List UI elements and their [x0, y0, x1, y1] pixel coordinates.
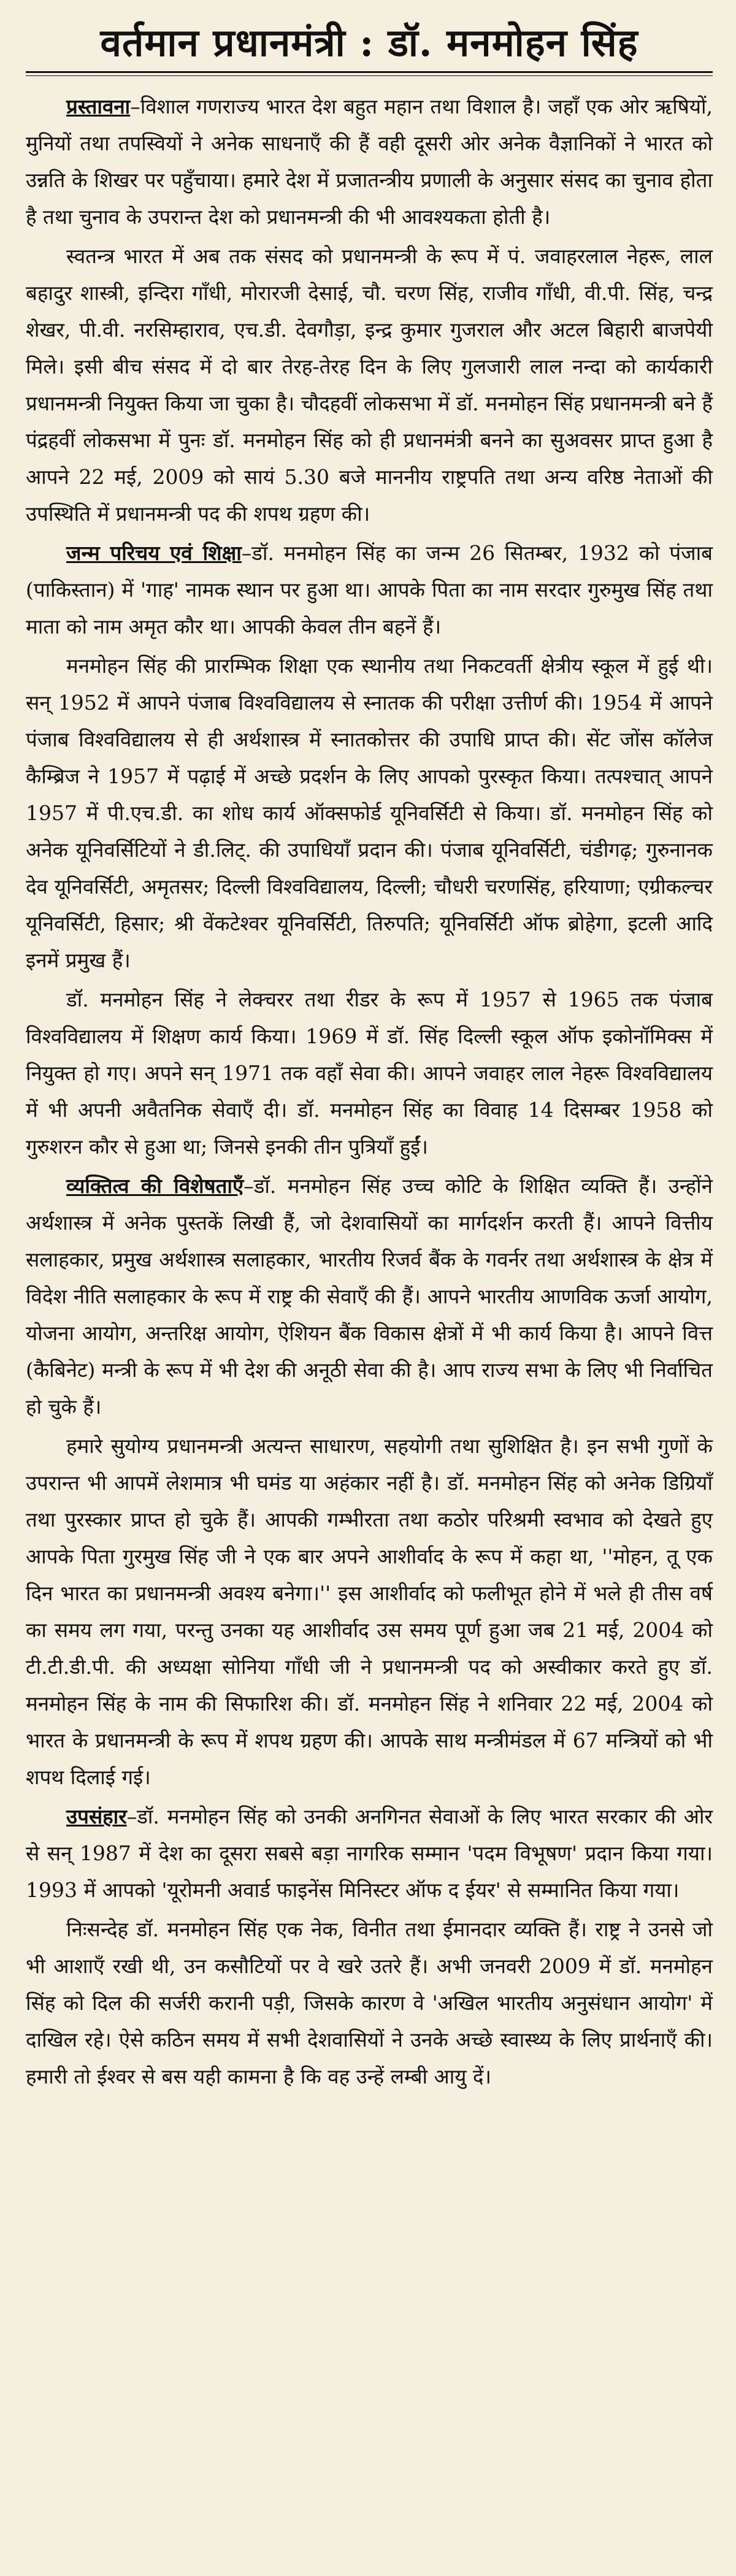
- paragraph-text: –डॉ. मनमोहन सिंह का जन्म 26 सितम्बर, 1932 को पंजाब (पाकिस्तान) में 'गाह' नामक स्थान पर हुआ था। आपके पिता का नाम सरदार गुरुमुख सिंह तथा माता को नाम अमृत कौर था। आपकी केवल तीन बहनें हैं।: [26, 541, 713, 638]
- paragraph-text: –विशाल गणराज्य भारत देश बहुत महान तथा विशाल है। जहाँ एक ओर ऋषियों, मुनियों तथा तपस्वियों ने अनेक साधनाएँ की हैं वही दूसरी ओर अनेक वैज्ञानिकों ने भारत को उन्नति के शिखर पर पहुँचाया। हमारे देश में प्रजातन्त्रीय प्रणाली के अनुसार संसद का चुनाव होता है तथा चुनाव के उपरान्त देश को प्रधानमन्त्री की भी आवश्यकता होती है।: [26, 94, 713, 229]
- paragraph-introduction: [26, 88, 713, 236]
- paragraph-prime-ministers: [26, 238, 713, 532]
- paragraph-text: स्वतन्त्र भारत में अब तक संसद को प्रधानमन्त्री के रूप में पं. जवाहरलाल नेहरू, लाल बहादुर शास्त्री, इन्दिरा गाँधी, मोरारजी देसाई, चौ. चरण सिंह, राजीव गाँधी, वी.पी. सिंह, चन्द्र शेखर, पी.वी. नरसिम्हाराव, एच.डी. देवगौड़ा, इन्द्र कुमार गुजराल और अटल बिहारी बाजपेयी मिले। इसी बीच संसद में दो बार तेरह-तेरह दिन के लिए गुलजारी लाल नन्दा को कार्यकारी प्रधानमन्त्री नियुक्त किया जा चुका है। चौदहवीं लोकसभा में डॉ. मनमोहन सिंह प्रधानमन्त्री बने हैं पंद्रहवीं लोकसभा में पुनः डॉ. मनमोहन सिंह को ही प्रधानमंत्री बनने का सुअवसर प्राप्त हुआ है आपने 22 मई, 2009 को सायं 5.30 बजे माननीय राष्ट्रपति तथा अन्य वरिष्ठ नेताओं की उपस्थिति में प्रधानमन्त्री पद की शपथ ग्रहण की।: [26, 244, 713, 526]
- title-underline: [26, 71, 713, 73]
- paragraph-career: [26, 981, 713, 1165]
- paragraph-qualities: [26, 1428, 713, 1796]
- paragraph-early-education: [26, 648, 713, 979]
- paragraph-personality: [26, 1168, 713, 1425]
- section-heading-conclusion: उपसंहार: [66, 1804, 127, 1828]
- paragraph-text: डॉ. मनमोहन सिंह ने लेक्चरर तथा रीडर के रूप में 1957 से 1965 तक पंजाब विश्वविद्यालय में शिक्षण कार्य किया। 1969 में डॉ. सिंह दिल्ली स्कूल ऑफ इकोनॉमिक्स में नियुक्त हो गए। अपने सन् 1971 तक वहाँ सेवा की। आपने जवाहर लाल नेहरू विश्वविद्यालय में भी अपनी अवैतनिक सेवाएँ दी। डॉ. मनमोहन सिंह का विवाह 14 दिसम्बर 1958 को गुरुशरन कौर से हुआ था; जिनसे इनकी तीन पुत्रियाँ हुईं।: [26, 987, 713, 1159]
- paragraph-text: मनमोहन सिंह की प्रारम्भिक शिक्षा एक स्थानीय तथा निकटवर्ती क्षेत्रीय स्कूल में हुई थी। सन् 1952 में आपने पंजाब विश्वविद्यालय से स्नातक की परीक्षा उत्तीर्ण की। 1954 में आपने पंजाब विश्वविद्यालय से ही अर्थशास्त्र में स्नातकोत्तर की उपाधि प्राप्त की। सेंट जोंस कॉलेज कैम्ब्रिज ने 1957 में पढ़ाई में अच्छे प्रदर्शन के लिए आपको पुरस्कृत किया। तत्पश्चात् आपने 1957 में पी.एच.डी. का शोध कार्य ऑक्सफोर्ड यूनिवर्सिटी से किया। डॉ. मनमोहन सिंह को अनेक यूनिवर्सिटियों ने डी.लिट्. की उपाधियाँ प्रदान की। पंजाब यूनिवर्सिटी, चंडीगढ़; गुरुनानक देव यूनिवर्सिटी, अमृतसर; दिल्ली विश्वविद्यालय, दिल्ली; चौधरी चरणसिंह, हरियाणा; एग्रीकल्चर यूनिवर्सिटी, हिसार; श्री वेंकटेश्वर यूनिवर्सिटी, तिरुपति; यूनिवर्सिटी ऑफ ब्रोहेगा, इटली आदि इनमें प्रमुख हैं।: [26, 654, 713, 972]
- section-heading-birth-education: जन्म परिचय एवं शिक्षा: [66, 541, 242, 565]
- paragraph-text: हमारे सुयोग्य प्रधानमन्त्री अत्यन्त साधारण, सहयोगी तथा सुशिक्षित है। इन सभी गुणों के उपरान्त भी आपमें लेशमात्र भी घमंड या अहंकार नहीं है। डॉ. मनमोहन सिंह को अनेक डिग्रियाँ तथा पुरस्कार प्राप्त हो चुके हैं। आपकी गम्भीरता तथा कठोर परिश्रमी स्वभाव को देखते हुए आपके पिता गुरमुख सिंह जी ने एक बार अपने आशीर्वाद के रूप में कहा था, ''मोहन, तू एक दिन भारत का प्रधानमन्त्री अवश्य बनेगा।'' इस आशीर्वाद को फलीभूत होने में भले ही तीस वर्ष का समय लग गया, परन्तु उनका यह आशीर्वाद उस समय पूर्ण हुआ जब 21 मई, 2004 को टी.टी.डी.पी. की अध्यक्षा सोनिया गाँधी जी ने प्रधानमन्त्री पद को अस्वीकार करते हुए डॉ. मनमोहन सिंह के नाम की सिफारिश की। डॉ. मनमोहन सिंह ने शनिवार 22 मई, 2004 को भारत के प्रधानमन्त्री के रूप में शपथ ग्रहण की। आपके साथ मन्त्रीमंडल में 67 मन्त्रियों को भी शपथ दिलाई गई।: [26, 1434, 713, 1789]
- paragraph-text: –डॉ. मनमोहन सिंह को उनकी अनगिनत सेवाओं के लिए भारत सरकार की ओर से सन् 1987 में देश का दूसरा सबसे बड़ा नागरिक सम्मान 'पदम विभूषण' प्रदान किया गया। 1993 में आपको 'यूरोमनी अवार्ड फाइनेंस मिनिस्टर ऑफ द ईयर' से सम्मानित किया गया।: [26, 1804, 713, 1902]
- paragraph-text: निःसन्देह डॉ. मनमोहन सिंह एक नेक, विनीत तथा ईमानदार व्यक्ति हैं। राष्ट्र ने उनसे जो भी आशाएँ रखी थी, उन कसौटियों पर वे खरे उतरे हैं। अभी जनवरी 2009 में डॉ. मनमोहन सिंह को दिल की सर्जरी करानी पड़ी, जिसके कारण वे 'अखिल भारतीय अनुसंधान आयोग' में दाखिल रहे। ऐसे कठिन समय में सभी देशवासियों ने उनके अच्छे स्वास्थ्य के लिए प्रार्थनाएँ की। हमारी तो ईश्वर से बस यही कामना है कि वह उन्हें लम्बी आयु दें।: [26, 1917, 713, 2088]
- paragraph-text: –डॉ. मनमोहन सिंह उच्च कोटि के शिक्षित व्यक्ति हैं। उन्होंने अर्थशास्त्र में अनेक पुस्तकें लिखी हैं, जो देशवासियों का मार्गदर्शन करती हैं। आपने वित्तीय सलाहकार, प्रमुख अर्थशास्त्र सलाहकार, भारतीय रिजर्व बैंक के गवर्नर तथा अर्थशास्त्र के क्षेत्र में विदेश नीति सलाहकार के रूप में राष्ट्र की सेवाएँ की हैं। आपने भारतीय आणविक ऊर्जा आयोग, योजना आयोग, अन्तरिक्ष आयोग, ऐशियन बैंक विकास क्षेत्रों में भी कार्य किया है। आपने वित्त (कैबिनेट) मन्त्री के रूप में भी देश की अनूठी सेवा की है। आप राज्य सभा के लिए भी निर्वाचित हो चुके हैं।: [26, 1174, 713, 1419]
- paragraph-conclusion: [26, 1798, 713, 1909]
- paragraph-birth-education: [26, 535, 713, 645]
- title-underline-thin: [26, 75, 713, 76]
- section-heading-introduction: प्रस्तावना: [66, 94, 131, 118]
- essay-title: वर्तमान प्रधानमंत्री : डॉ. मनमोहन सिंह: [100, 20, 638, 65]
- section-heading-personality: व्यक्तित्व की विशेषताएँ: [66, 1174, 244, 1198]
- paragraph-final: [26, 1911, 713, 2095]
